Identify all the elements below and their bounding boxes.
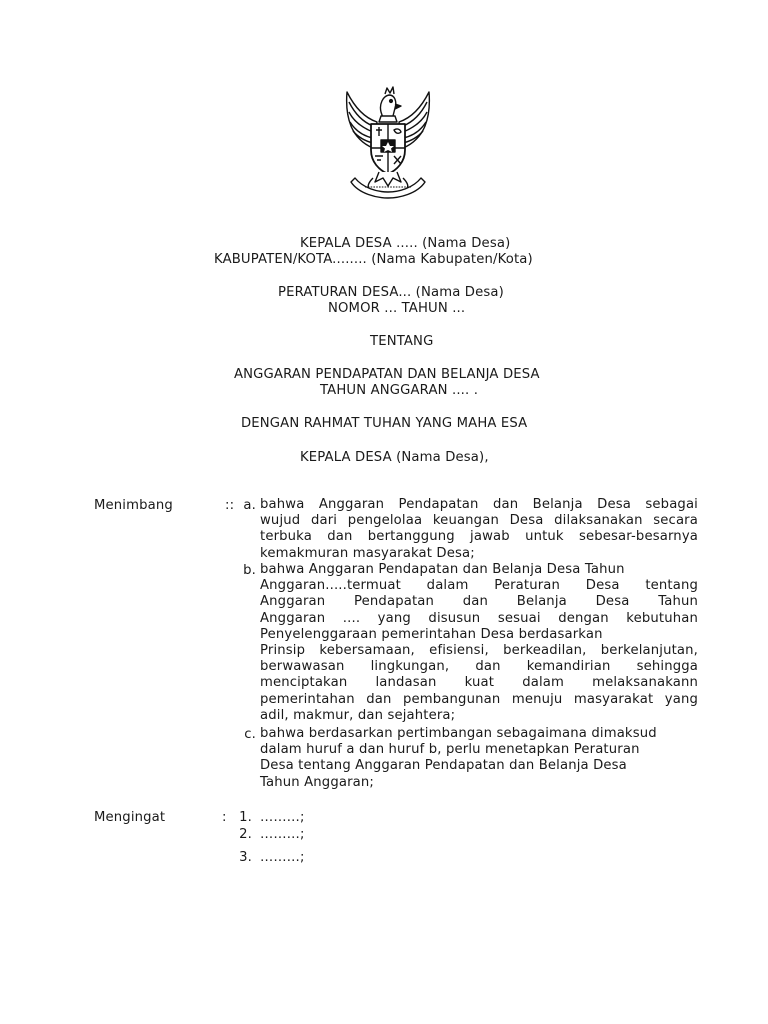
text-line: Anggaran .... yang disusun sesuai dengan kebutuhan	[260, 610, 698, 626]
text-line: Anggaran.....termuat dalam Peraturan Desa tentang	[260, 578, 698, 594]
menimbang-item-a	[260, 497, 698, 562]
text-line: Tahun Anggaran;	[260, 774, 374, 790]
menimbang-marker-b: b.	[243, 563, 256, 578]
text-line: Anggaran Pendapatan dan Belanja Desa Tahun	[260, 594, 698, 610]
header-institution: KEPALA DESA ..... (Nama Desa)	[300, 236, 511, 251]
menimbang-label: Menimbang	[94, 498, 173, 513]
garuda-emblem-icon	[337, 82, 439, 200]
mengingat-item-2: ………;	[260, 827, 305, 842]
menimbang-marker-c: c.	[244, 727, 256, 742]
header-number-year: NOMOR ... TAHUN ...	[328, 301, 466, 316]
mengingat-marker-3: 3.	[239, 850, 252, 865]
header-regency: KABUPATEN/KOTA........ (Nama Kabupaten/Kota)	[214, 252, 533, 267]
mengingat-colon: :	[222, 810, 227, 825]
menimbang-item-c	[260, 726, 698, 791]
menimbang-item-b	[260, 562, 698, 724]
text-line: Desa tentang Anggaran Pendapatan dan Belanja Desa	[260, 758, 627, 774]
header-fiscal-year: TAHUN ANGGARAN .... .	[320, 383, 479, 398]
mengingat-item-1: ………;	[260, 810, 305, 825]
text-line: adil, makmur, dan sejahtera;	[260, 707, 456, 723]
mengingat-item-3: ………;	[260, 850, 305, 865]
menimbang-marker-a: a.	[243, 498, 256, 513]
text-line: bahwa Anggaran Pendapatan dan Belanja Desa Tahun	[260, 562, 625, 577]
text-line: terbuka dan bertanggung jawab untuk sebesar-besarnya	[260, 529, 698, 545]
mengingat-marker-2: 2.	[239, 827, 252, 842]
text-line: bahwa berdasarkan pertimbangan sebagaimana dimaksud	[260, 726, 657, 741]
text-line: berwawasan lingkungan, dan kemandirian sehingga	[260, 659, 698, 675]
mengingat-marker-1: 1.	[239, 810, 252, 825]
header-regulation: PERATURAN DESA... (Nama Desa)	[278, 285, 504, 300]
text-line: pemerintahan dan pembangunan menuju masyarakat yang	[260, 691, 698, 707]
menimbang-colon: ::	[225, 498, 235, 513]
header-enactor: KEPALA DESA (Nama Desa),	[300, 450, 489, 465]
mengingat-label: Mengingat	[94, 810, 166, 825]
text-line: wujud dari pengelolaa keuangan Desa dilaksanakan secara	[260, 513, 698, 529]
text-line: Prinsip kebersamaan, efisiensi, berkeadilan, berkelanjutan,	[260, 643, 698, 659]
header-invocation: DENGAN RAHMAT TUHAN YANG MAHA ESA	[241, 416, 528, 431]
text-line: menciptakan landasan kuat dalam melaksanakann	[260, 675, 698, 691]
text-line: bahwa Anggaran Pendapatan dan Belanja Desa sebagai	[260, 497, 698, 512]
header-about: TENTANG	[370, 334, 434, 349]
text-line: dalam huruf a dan huruf b, perlu menetapkan Peraturan	[260, 742, 640, 758]
text-line: kemakmuran masyarakat Desa;	[260, 545, 475, 561]
text-line: Penyelenggaraan pemerintahan Desa berdasarkan	[260, 626, 603, 642]
header-subject: ANGGARAN PENDAPATAN DAN BELANJA DESA	[234, 367, 540, 382]
